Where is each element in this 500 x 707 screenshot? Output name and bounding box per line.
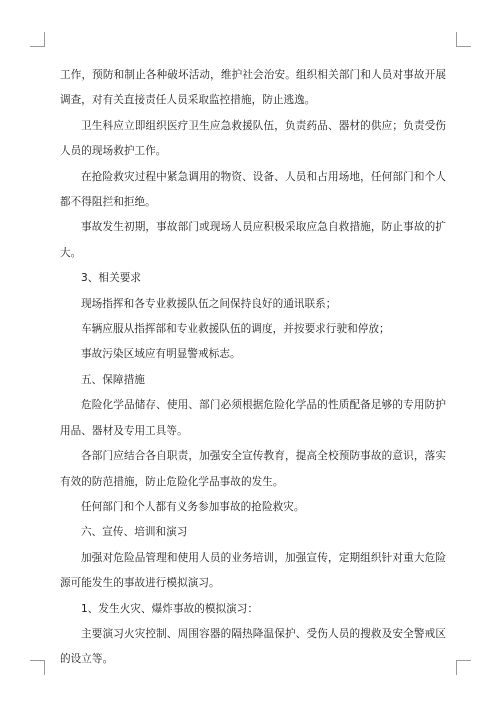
crop-mark-top-right (456, 32, 471, 47)
paragraph: 现场指挥和各专业救援队伍之间保持良好的通讯联系； (81, 297, 337, 310)
section-heading: 1、发生火灾、爆炸事故的模拟演习： (81, 602, 259, 615)
paragraph: 主要演习火灾控制、周围容器的隔热降温保护、受伤人员的搜救及安全警戒区的设立等。 (60, 627, 446, 666)
paragraph: 危险化学品储存、使用、部门必须根据危险化学品的性质配备足够的专用防护用品、器材及专用工具等。 (60, 399, 446, 437)
paragraph: 车辆应服从指挥部和专业救援队伍的调度，并按要求行驶和停放； (81, 323, 390, 336)
crop-mark-top-left (30, 32, 45, 47)
section-heading: 3、相关要求 (81, 272, 142, 285)
paragraph: 事故污染区域应有明显警戒标志。 (81, 348, 241, 361)
document-body (60, 63, 446, 673)
paragraph: 事故发生初期，事故部门或现场人员应积极采取应急自救措施，防止事故的扩大。 (60, 221, 446, 259)
crop-mark-bottom-left (30, 660, 45, 675)
paragraph: 加强对危险品管理和使用人员的业务培训，加强宣传，定期组织针对重大危险源可能发生的事故进行模拟演习。 (60, 551, 446, 590)
section-heading: 五、保障措施 (81, 373, 145, 386)
section-heading: 六、宣传、培训和演习 (81, 526, 188, 539)
paragraph: 工作，预防和制止各种破坏活动，维护社会治安。组织相关部门和人员对事故开展调查，对有关直接责任人员采取监控措施，防止逃逸。 (60, 69, 446, 107)
paragraph: 各部门应结合各自职责，加强安全宣传教育，提高全校预防事故的意识，落实有效的防范措施，防止危险化学品事故的发生。 (60, 450, 446, 488)
paragraph: 在抢险救灾过程中紧急调用的物资、设备、人员和占用场地，任何部门和个人都不得阻拦和拒绝。 (60, 170, 446, 209)
paragraph: 卫生科应立即组织医疗卫生应急救援队伍，负责药品、器材的供应；负责受伤人员的现场救护工作。 (60, 119, 446, 158)
crop-mark-bottom-right (456, 660, 471, 675)
paragraph: 任何部门和个人都有义务参加事故的抢险救灾。 (81, 500, 305, 513)
